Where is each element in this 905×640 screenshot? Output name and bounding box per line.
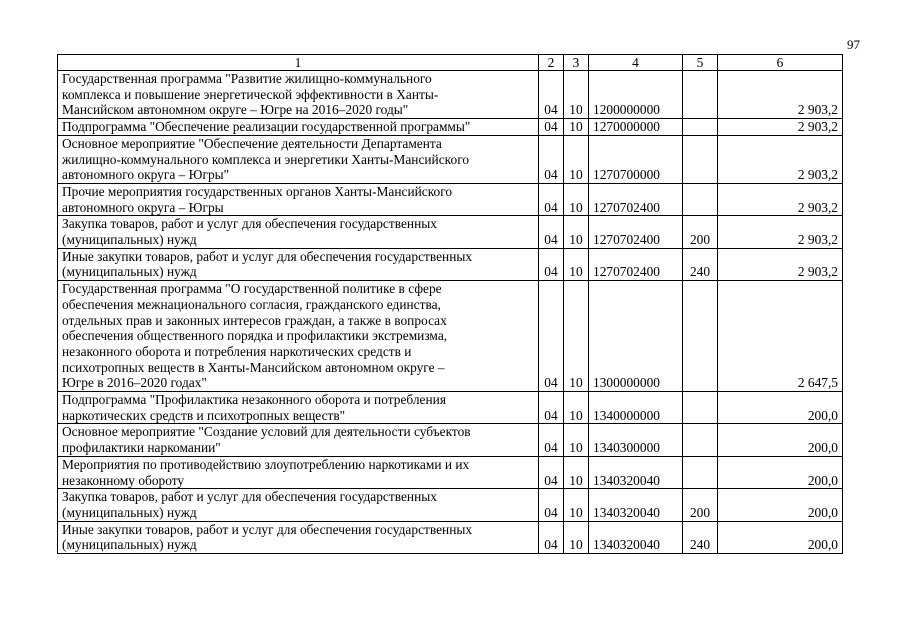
page-number: 97 [847, 37, 860, 52]
row-amount: 200,0 [718, 521, 843, 553]
header-col-3: 3 [564, 55, 589, 71]
row-target-article: 1340320040 [589, 456, 683, 488]
row-name: Основное мероприятие "Обеспечение деятельности Департамента жилищно-коммунального комплекса и энергетики Ханты-Мансийского автономного округа – Югры" [58, 135, 539, 183]
row-subsection: 10 [564, 424, 589, 456]
row-section: 04 [539, 456, 564, 488]
header-col-1: 1 [58, 55, 539, 71]
row-subsection: 10 [564, 135, 589, 183]
row-section: 04 [539, 216, 564, 248]
row-section: 04 [539, 281, 564, 392]
table-row [58, 456, 843, 488]
row-section: 04 [539, 119, 564, 136]
row-target-article: 1200000000 [589, 71, 683, 119]
row-section: 04 [539, 135, 564, 183]
row-section: 04 [539, 248, 564, 280]
row-subsection: 10 [564, 248, 589, 280]
row-section: 04 [539, 521, 564, 553]
row-expense-type [683, 135, 718, 183]
row-target-article: 1270702400 [589, 183, 683, 215]
row-expense-type: 200 [683, 489, 718, 521]
row-amount: 2 903,2 [718, 183, 843, 215]
row-expense-type: 240 [683, 248, 718, 280]
row-name: Подпрограмма "Обеспечение реализации государственной программы" [58, 119, 539, 136]
table-row [58, 248, 843, 280]
header-col-4: 4 [589, 55, 683, 71]
table-row [58, 135, 843, 183]
row-name: Государственная программа "О государственной политике в сфере обеспечения межнационального согласия, гражданского единства, отдельных прав и законных интересов граждан, а также в вопросах обеспечения общественного порядка и профилактики экстремизма, незаконного оборота и потребления наркотических средств и психотропных веществ в Ханты-Мансийском автономном округе – Югре в 2016–2020 годах" [58, 281, 539, 392]
row-subsection: 10 [564, 71, 589, 119]
row-subsection: 10 [564, 521, 589, 553]
table-row [58, 183, 843, 215]
row-subsection: 10 [564, 281, 589, 392]
row-section: 04 [539, 489, 564, 521]
row-target-article: 1270000000 [589, 119, 683, 136]
header-col-6: 6 [718, 55, 843, 71]
row-name: Иные закупки товаров, работ и услуг для обеспечения государственных (муниципальных) нужд [58, 248, 539, 280]
row-subsection: 10 [564, 456, 589, 488]
row-name: Закупка товаров, работ и услуг для обеспечения государственных (муниципальных) нужд [58, 216, 539, 248]
row-target-article: 1300000000 [589, 281, 683, 392]
row-expense-type: 240 [683, 521, 718, 553]
row-target-article: 1340320040 [589, 489, 683, 521]
table-row [58, 392, 843, 424]
row-amount: 200,0 [718, 489, 843, 521]
row-subsection: 10 [564, 216, 589, 248]
row-target-article: 1270702400 [589, 216, 683, 248]
row-section: 04 [539, 183, 564, 215]
row-expense-type [683, 392, 718, 424]
budget-table [57, 54, 843, 554]
row-amount: 2 903,2 [718, 135, 843, 183]
row-section: 04 [539, 71, 564, 119]
table-row [58, 489, 843, 521]
row-section: 04 [539, 424, 564, 456]
row-amount: 2 903,2 [718, 248, 843, 280]
row-target-article: 1340320040 [589, 521, 683, 553]
header-col-5: 5 [683, 55, 718, 71]
row-subsection: 10 [564, 489, 589, 521]
table-row [58, 216, 843, 248]
table-row [58, 119, 843, 136]
row-amount: 200,0 [718, 424, 843, 456]
row-target-article: 1270700000 [589, 135, 683, 183]
table-header-row [58, 55, 843, 71]
header-col-2: 2 [539, 55, 564, 71]
row-expense-type: 200 [683, 216, 718, 248]
row-amount: 200,0 [718, 456, 843, 488]
row-subsection: 10 [564, 119, 589, 136]
row-subsection: 10 [564, 392, 589, 424]
row-name: Прочие мероприятия государственных органов Ханты-Мансийского автономного округа – Югры [58, 183, 539, 215]
row-target-article: 1270702400 [589, 248, 683, 280]
row-amount: 200,0 [718, 392, 843, 424]
row-amount: 2 903,2 [718, 216, 843, 248]
row-expense-type [683, 183, 718, 215]
table-row [58, 521, 843, 553]
row-subsection: 10 [564, 183, 589, 215]
row-name: Закупка товаров, работ и услуг для обеспечения государственных (муниципальных) нужд [58, 489, 539, 521]
row-expense-type [683, 424, 718, 456]
row-amount: 2 903,2 [718, 71, 843, 119]
row-expense-type [683, 456, 718, 488]
row-target-article: 1340300000 [589, 424, 683, 456]
row-name: Иные закупки товаров, работ и услуг для обеспечения государственных (муниципальных) нужд [58, 521, 539, 553]
row-expense-type [683, 71, 718, 119]
row-section: 04 [539, 392, 564, 424]
table-row [58, 424, 843, 456]
row-expense-type [683, 119, 718, 136]
row-amount: 2 903,2 [718, 119, 843, 136]
row-target-article: 1340000000 [589, 392, 683, 424]
row-name: Основное мероприятие "Создание условий для деятельности субъектов профилактики наркомании" [58, 424, 539, 456]
row-name: Мероприятия по противодействию злоупотреблению наркотиками и их незаконному обороту [58, 456, 539, 488]
table-row [58, 281, 843, 392]
row-amount: 2 647,5 [718, 281, 843, 392]
row-name: Государственная программа "Развитие жилищно-коммунального комплекса и повышение энергетической эффективности в Ханты- Мансийском автономном округе – Югре на 2016–2020 годы" [58, 71, 539, 119]
row-expense-type [683, 281, 718, 392]
row-name: Подпрограмма "Профилактика незаконного оборота и потребления наркотических средств и психотропных веществ" [58, 392, 539, 424]
table-row [58, 71, 843, 119]
